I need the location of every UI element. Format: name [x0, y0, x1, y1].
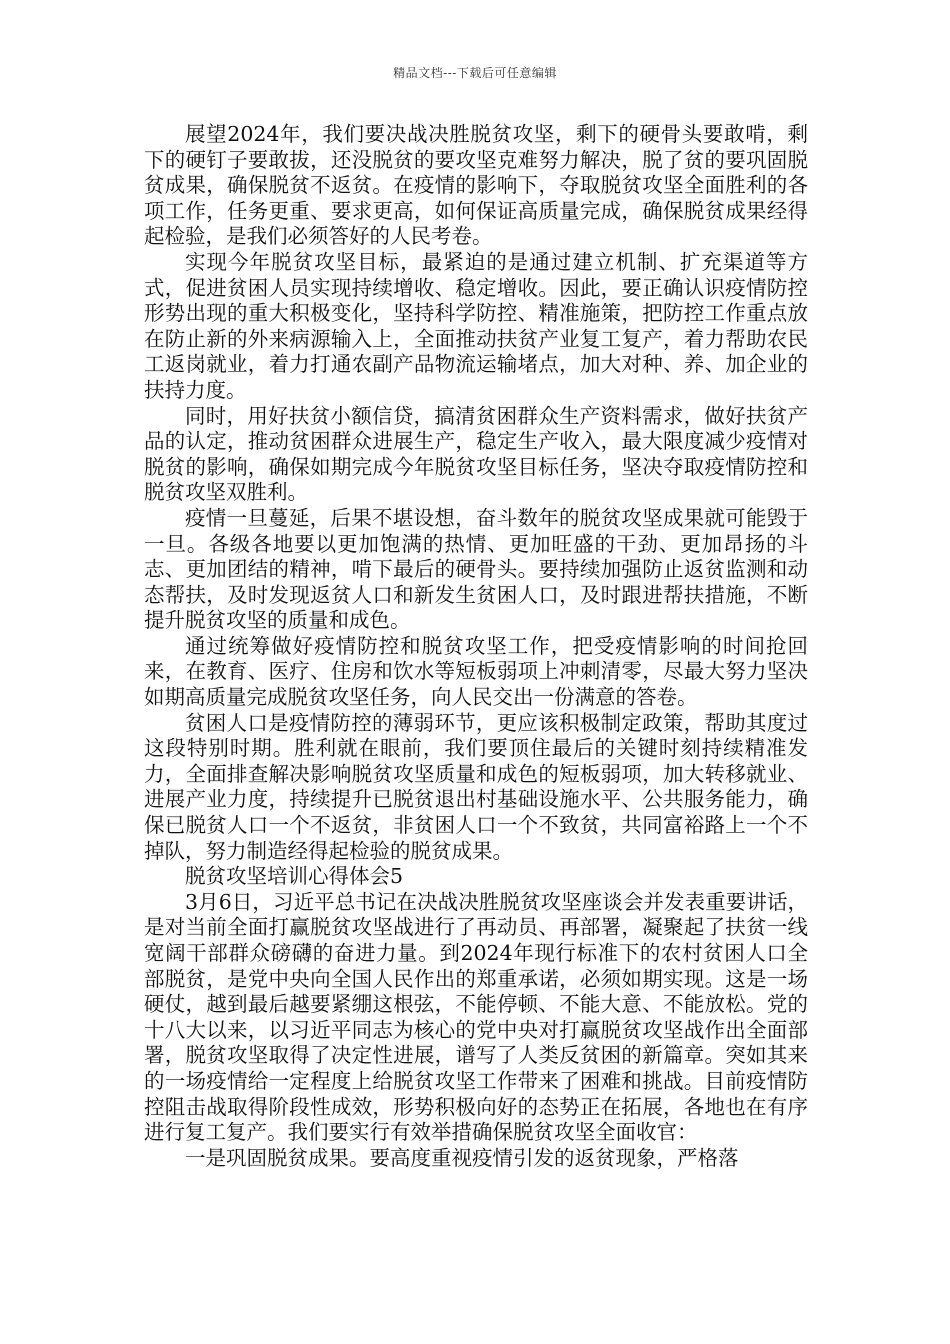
page-header: 精品文档---下载后可任意编辑	[393, 66, 557, 80]
section-heading: 脱贫攻坚培训心得体会5	[185, 864, 404, 889]
document-body	[144, 122, 808, 1171]
paragraph: 一是巩固脱贫成果。要高度重视疫情引发的返贫现象，严格落	[185, 1145, 739, 1170]
paragraph: 疫情一旦蔓延，后果不堪设想，奋斗数年的脱贫攻坚成果就可能毁于一旦。各级各地要以更加饱满的热情、更加旺盛的干劲、更加昂扬的斗志、更加团结的精神，啃下最后的硬骨头。要持续加强防止返贫监测和动态帮扶，及时发现返贫人口和新发生贫困人口，及时跟进帮扶措施，不断提升脱贫攻坚的质量和成色。	[144, 505, 808, 633]
paragraph: 贫困人口是疫情防控的薄弱环节，更应该积极制定政策，帮助其度过这段特别时期。胜利就在眼前，我们要顶住最后的关键时刻持续精准发力，全面排查解决影响脱贫攻坚质量和成色的短板弱项，加大转移就业、进展产业力度，持续提升已脱贫退出村基础设施水平、公共服务能力，确保已脱贫人口一个不返贫，非贫困人口一个不致贫，共同富裕路上一个不掉队，努力制造经得起检验的脱贫成果。	[144, 710, 808, 863]
paragraph: 3月6日，习近平总书记在决战决胜脱贫攻坚座谈会并发表重要讲话，是对当前全面打赢脱贫攻坚战进行了再动员、再部署，凝聚起了扶贫一线宽阔干部群众磅礴的奋进力量。到2024年现行标准下的农村贫困人口全部脱贫，是党中央向全国人民作出的郑重承诺，必须如期实现。这是一场硬仗，越到最后越要紧绷这根弦，不能停顿、不能大意、不能放松。党的十八大以来，以习近平同志为核心的党中央对打赢脱贫攻坚战作出全面部署，脱贫攻坚取得了决定性进展，谱写了人类反贫困的新篇章。突如其来的一场疫情给一定程度上给脱贫攻坚工作带来了困难和挑战。目前疫情防控阻击战取得阶段性成效，形势积极向好的态势正在拓展，各地也在有序进行复工复产。我们要实行有效举措确保脱贫攻坚全面收官：	[144, 889, 808, 1145]
paragraph: 同时，用好扶贫小额信贷，搞清贫困群众生产资料需求，做好扶贫产品的认定，推动贫困群众进展生产，稳定生产收入，最大限度减少疫情对脱贫的影响，确保如期完成今年脱贫攻坚目标任务，坚决夺取疫情防控和脱贫攻坚双胜利。	[144, 403, 808, 505]
paragraph: 实现今年脱贫攻坚目标，最紧迫的是通过建立机制、扩充渠道等方式，促进贫困人员实现持续增收、稳定增收。因此，要正确认识疫情防控形势出现的重大积极变化，坚持科学防控、精准施策，把防控工作重点放在防止新的外来病源输入上，全面推动扶贫产业复工复产，着力帮助农民工返岗就业，着力打通农副产品物流运输堵点，加大对种、养、加企业的扶持力度。	[144, 249, 808, 402]
paragraph: 通过统筹做好疫情防控和脱贫攻坚工作，把受疫情影响的时间抢回来，在教育、医疗、住房和饮水等短板弱项上冲刺清零，尽最大努力坚决如期高质量完成脱贫攻坚任务，向人民交出一份满意的答卷。	[144, 633, 808, 710]
paragraph: 展望2024年，我们要决战决胜脱贫攻坚，剩下的硬骨头要敢啃，剩下的硬钉子要敢拔，还没脱贫的要攻坚克难努力解决，脱了贫的要巩固脱贫成果，确保脱贫不返贫。在疫情的影响下，夺取脱贫攻坚全面胜利的各项工作，任务更重、要求更高，如何保证高质量完成，确保脱贫成果经得起检验，是我们必须答好的人民考卷。	[144, 122, 808, 249]
